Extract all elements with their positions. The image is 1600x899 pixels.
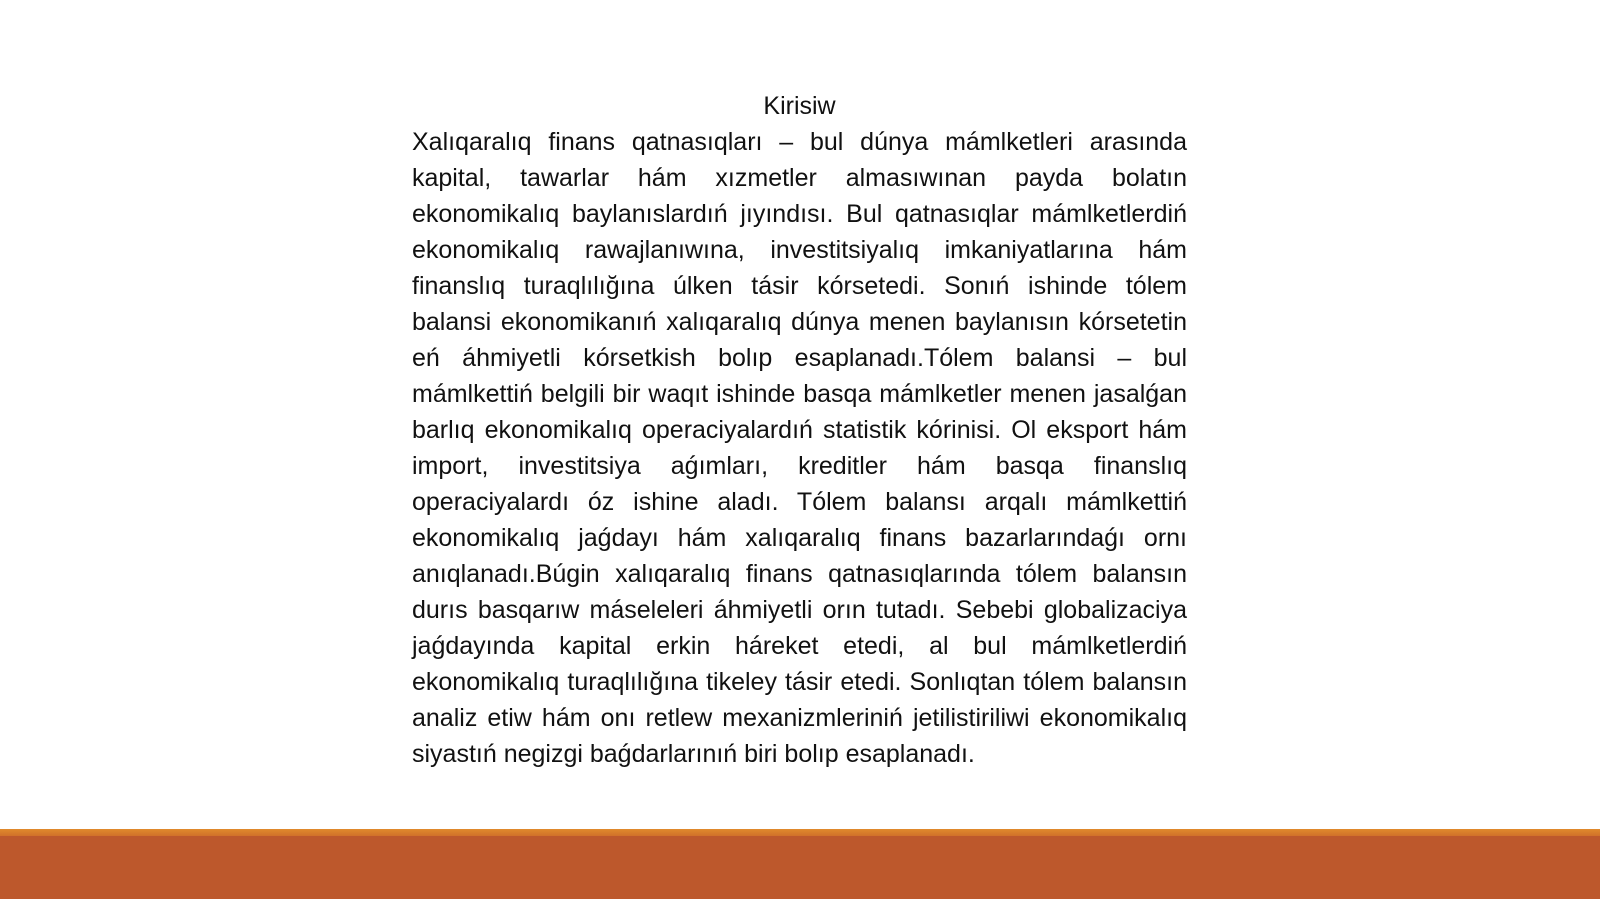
slide-body-text: Xalıqaralıq finans qatnasıqları – bul dúnya mámlketleri arasında kapital, tawarlar hám xızmetler almasıwınan payda bolatın ekonomikalıq baylanıslardıń jıyındısı. Bul qatnasıqlar mámlketlerdiń ekonomikalıq rawajlanıwına, investitsiyalıq imkaniyatlarına hám finanslıq turaqlılığına úlken tásir kórsetedi. Sonıń ishinde tólem balansi ekonomikanıń xalıqaralıq dúnya menen baylanısın kórsetetin eń áhmiyetli kórsetkish bolıp esaplanadı.Tólem balansi – bul mámlkettiń belgili bir waqıt ishinde basqa mámlketler menen jasalǵan barlıq ekonomikalıq operaciyalardıń statistik kórinisi. Ol eksport hám import, investitsiya aǵımları, kreditler hám basqa finanslıq operaciyalardı óz ishine aladı. Tólem balansı arqalı mámlkettiń ekonomikalıq jaǵdayı hám xalıqaralıq finans bazarlarındaǵı ornı anıqlanadı.Búgin xalıqaralıq finans qatnasıqlarında tólem balansın durıs basqarıw máseleleri áhmiyetli orın tutadı. Sebebi globalizaciya jaǵdayında kapital erkin háreket etedi, al bul mámlketlerdiń ekonomikalıq turaqlılığına tikeley tásir etedi. Sonlıqtan tólem balansın analiz etiw hám onı retlew mexanizmleriniń jetilistiriliwi ekonomikalıq siyastıń negizgi baǵdarlarınıń biri bolıp esaplanadı.: [412, 128, 1187, 768]
slide-title: Kirisiw: [763, 92, 836, 120]
footer-band: [0, 829, 1600, 899]
footer-stripe: [0, 829, 1600, 836]
text-box: [412, 88, 1187, 772]
